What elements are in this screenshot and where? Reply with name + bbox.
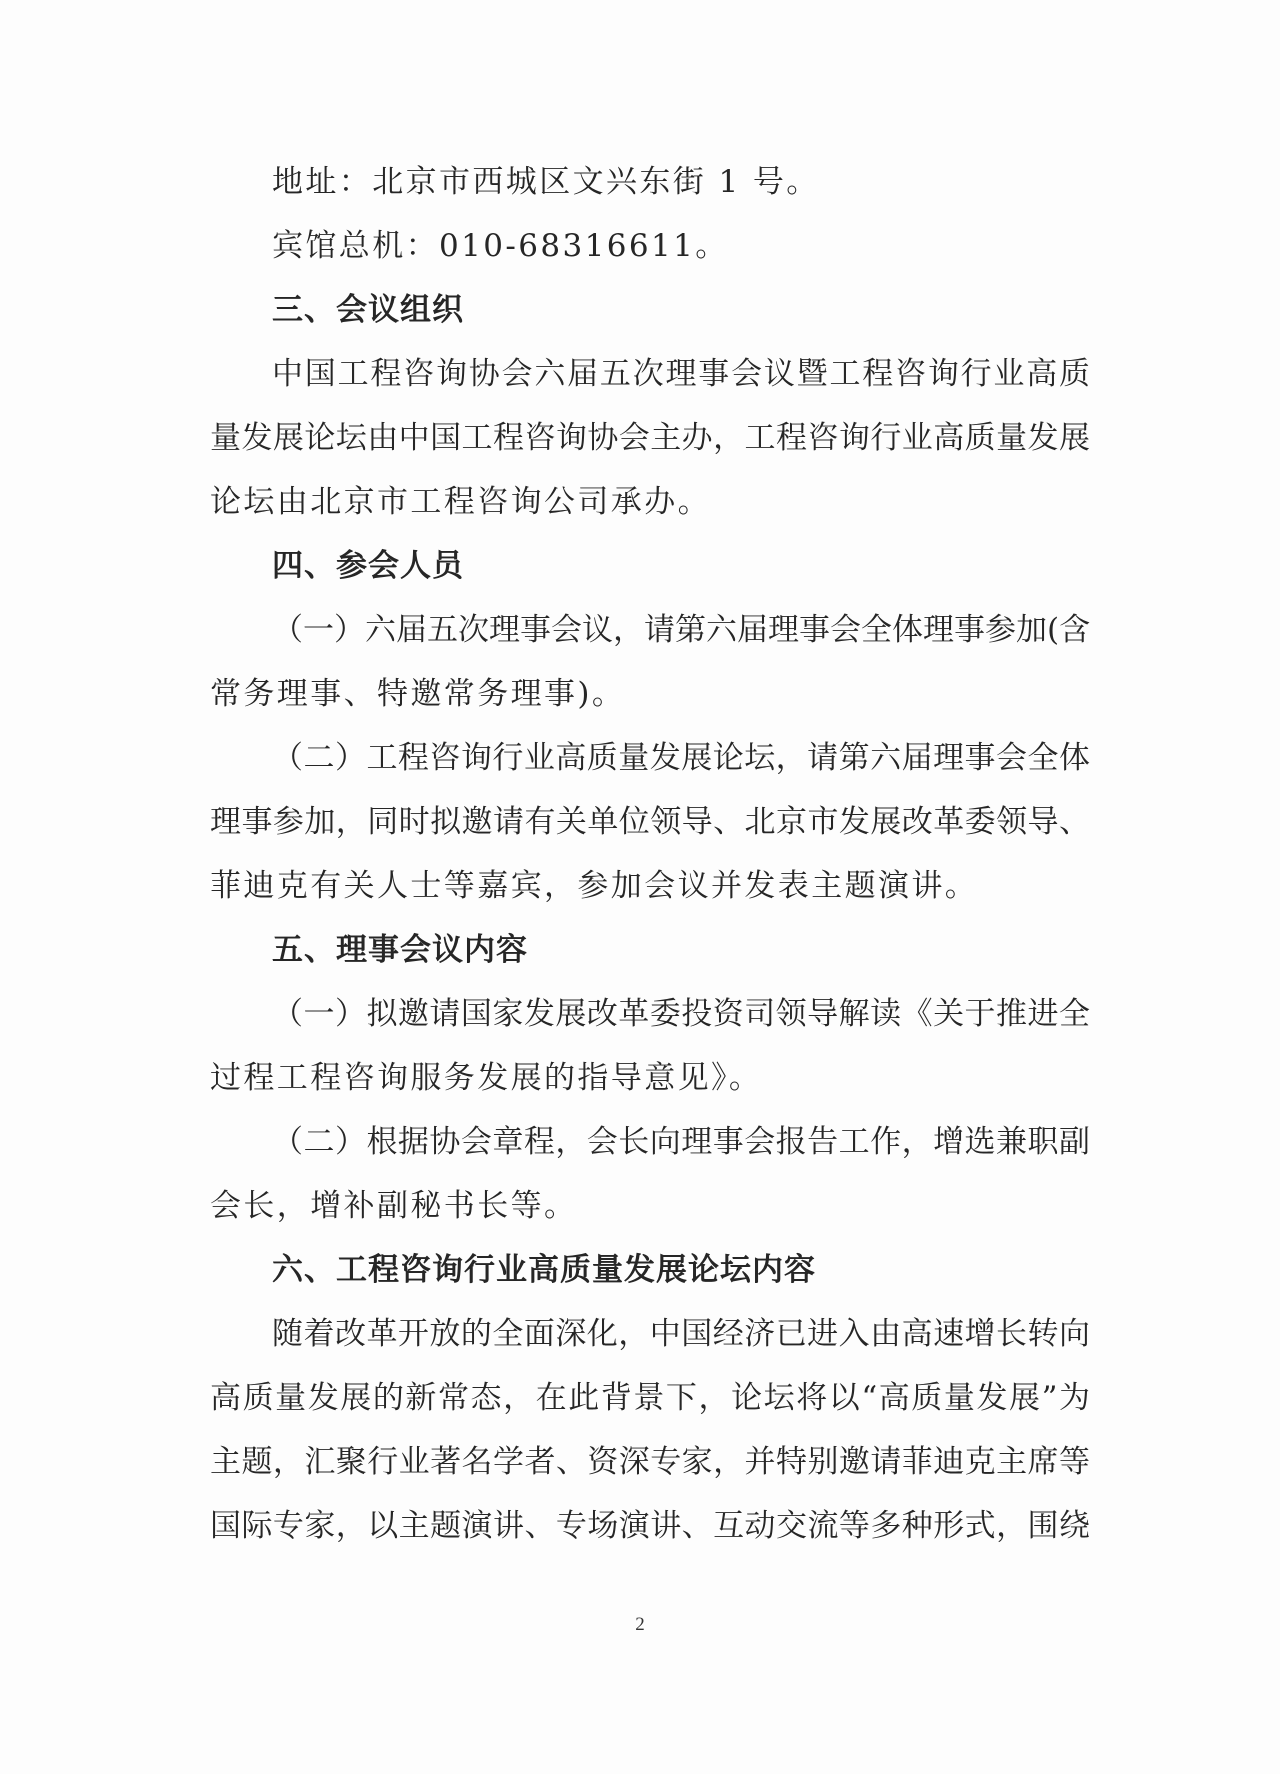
paragraph-line: 过程工程咨询服务发展的指导意见》。 xyxy=(210,1060,763,1096)
paragraph-line: 主题，汇聚行业著名学者、资深专家，并特别邀请菲迪克主席等 xyxy=(210,1444,1090,1480)
paragraph-line: 高质量发展的新常态，在此背景下，论坛将以“高质量发展”为 xyxy=(210,1380,1090,1416)
paragraph-line: 理事参加，同时拟邀请有关单位领导、北京市发展改革委领导、 xyxy=(210,804,1090,840)
phone-line: 宾馆总机：010-68316611。 xyxy=(272,228,729,264)
paragraph-line: （二）工程咨询行业高质量发展论坛，请第六届理事会全体 xyxy=(272,740,1090,776)
paragraph-line: （一）六届五次理事会议，请第六届理事会全体理事参加(含 xyxy=(272,612,1091,648)
paragraph-line: 中国工程咨询协会六届五次理事会议暨工程咨询行业高质 xyxy=(272,356,1090,392)
page-number: 2 xyxy=(635,1614,645,1635)
section-heading-council-content: 五、理事会议内容 xyxy=(272,932,528,968)
paragraph-line: 论坛由北京市工程咨询公司承办。 xyxy=(210,484,711,520)
paragraph-line: （一）拟邀请国家发展改革委投资司领导解读《关于推进全 xyxy=(272,996,1090,1032)
section-heading-organization: 三、会议组织 xyxy=(272,292,464,328)
paragraph-line: 国际专家，以主题演讲、专场演讲、互动交流等多种形式，围绕 xyxy=(210,1508,1090,1544)
paragraph-line: 随着改革开放的全面深化，中国经济已进入由高速增长转向 xyxy=(272,1316,1090,1352)
paragraph-line: 量发展论坛由中国工程咨询协会主办，工程咨询行业高质量发展 xyxy=(210,420,1090,456)
address-line: 地址：北京市西城区文兴东街 1 号。 xyxy=(272,164,820,200)
section-heading-attendees: 四、参会人员 xyxy=(272,548,464,584)
paragraph-line: 会长，增补副秘书长等。 xyxy=(210,1188,578,1224)
paragraph-line: 常务理事、特邀常务理事)。 xyxy=(210,676,626,712)
paragraph-line: 菲迪克有关人士等嘉宾，参加会议并发表主题演讲。 xyxy=(210,868,979,904)
paragraph-line: （二）根据协会章程，会长向理事会报告工作，增选兼职副 xyxy=(272,1124,1090,1160)
section-heading-forum-content: 六、工程咨询行业高质量发展论坛内容 xyxy=(272,1252,816,1288)
